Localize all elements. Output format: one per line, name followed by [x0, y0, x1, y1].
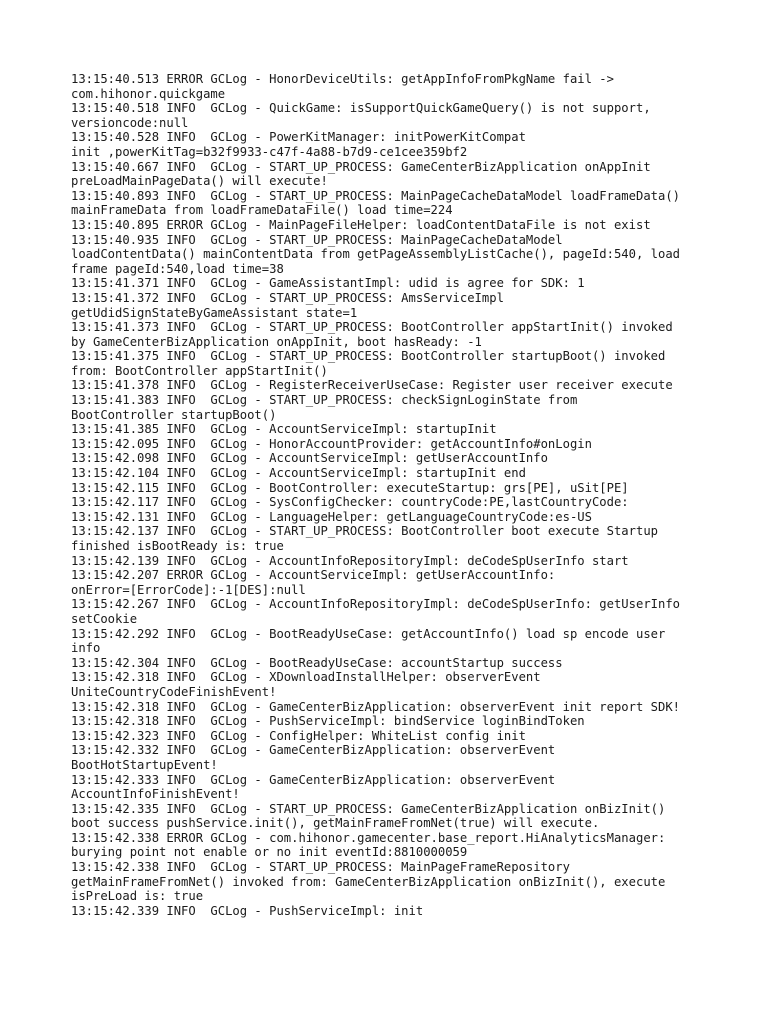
log-line: loadContentData() mainContentData from getPageAssemblyListCache(), pageId:540, load: [71, 247, 681, 262]
log-line: 13:15:40.895 ERROR GCLog - MainPageFileHelper: loadContentDataFile is not exist: [71, 217, 651, 232]
log-line: burying point not enable or no init eventId:8810000059: [71, 845, 468, 860]
log-line: 13:15:41.372 INFO GCLog - START_UP_PROCESS: AmsServiceImpl: [71, 290, 504, 305]
log-line: frame pageId:540,load time=38: [71, 261, 284, 276]
log-line: by GameCenterBizApplication onAppInit, boot hasReady: -1: [71, 334, 482, 349]
log-line: boot success pushService.init(), getMainFrameFromNet(true) will execute.: [71, 816, 600, 831]
log-line: 13:15:42.117 INFO GCLog - SysConfigChecker: countryCode:PE,lastCountryCode:: [71, 495, 629, 510]
log-line: 13:15:42.139 INFO GCLog - AccountInfoRepositoryImpl: deCodeSpUserInfo start: [71, 553, 629, 568]
log-line: 13:15:42.338 INFO GCLog - START_UP_PROCESS: MainPageFrameRepository: [71, 860, 570, 875]
log-line: 13:15:41.373 INFO GCLog - START_UP_PROCESS: BootController appStartInit() invoked: [71, 320, 673, 335]
log-line: 13:15:42.318 INFO GCLog - XDownloadInstallHelper: observerEvent: [71, 670, 541, 685]
log-line: 13:15:40.513 ERROR GCLog - HonorDeviceUtils: getAppInfoFromPkgName fail ->: [71, 72, 614, 86]
log-line: onError=[ErrorCode]:-1[DES]:null: [71, 582, 306, 597]
log-line: init ,powerKitTag=b32f9933-c47f-4a88-b7d9-ce1cee359bf2: [71, 144, 468, 159]
log-line: 13:15:40.528 INFO GCLog - PowerKitManager: initPowerKitCompat: [71, 130, 526, 145]
log-line: getUdidSignStateByGameAssistant state=1: [71, 305, 358, 320]
log-line: info: [71, 641, 101, 656]
log-line: BootHotStartupEvent!: [71, 757, 218, 772]
log-line: 13:15:42.318 INFO GCLog - GameCenterBizApplication: observerEvent init report SDK!: [71, 699, 681, 714]
log-line: 13:15:40.935 INFO GCLog - START_UP_PROCESS: MainPageCacheDataModel: [71, 232, 563, 247]
log-line: 13:15:40.518 INFO GCLog - QuickGame: isSupportQuickGameQuery() is not support,: [71, 101, 651, 116]
log-line: BootController startupBoot(): [71, 407, 277, 422]
log-line: 13:15:42.318 INFO GCLog - PushServiceImpl: bindService loginBindToken: [71, 714, 585, 729]
log-line: 13:15:41.383 INFO GCLog - START_UP_PROCESS: checkSignLoginState from: [71, 393, 578, 408]
log-line: 13:15:42.292 INFO GCLog - BootReadyUseCase: getAccountInfo() load sp encode user: [71, 626, 666, 641]
log-line: 13:15:42.098 INFO GCLog - AccountServiceImpl: getUserAccountInfo: [71, 451, 548, 466]
log-line: 13:15:42.095 INFO GCLog - HonorAccountProvider: getAccountInfo#onLogin: [71, 436, 592, 451]
log-line: 13:15:42.339 INFO GCLog - PushServiceImpl: init: [71, 903, 424, 918]
log-line: mainFrameData from loadFrameDataFile() load time=224: [71, 203, 453, 218]
log-line: 13:15:40.667 INFO GCLog - START_UP_PROCESS: GameCenterBizApplication onAppInit: [71, 159, 651, 174]
log-line: isPreLoad is: true: [71, 889, 204, 904]
log-line: 13:15:42.137 INFO GCLog - START_UP_PROCESS: BootController boot execute Startup: [71, 524, 658, 539]
log-line: 13:15:42.333 INFO GCLog - GameCenterBizApplication: observerEvent: [71, 772, 556, 787]
log-line: 13:15:41.385 INFO GCLog - AccountServiceImpl: startupInit: [71, 422, 497, 437]
log-line: 13:15:42.207 ERROR GCLog - AccountServiceImpl: getUserAccountInfo:: [71, 568, 556, 583]
log-line: 13:15:42.104 INFO GCLog - AccountServiceImpl: startupInit end: [71, 466, 526, 481]
log-line: versioncode:null: [71, 115, 189, 130]
log-line: 13:15:42.332 INFO GCLog - GameCenterBizApplication: observerEvent: [71, 743, 556, 758]
log-line: finished isBootReady is: true: [71, 539, 284, 553]
log-line: 13:15:40.893 INFO GCLog - START_UP_PROCESS: MainPageCacheDataModel loadFrameData(): [71, 188, 681, 203]
log-line: 13:15:41.375 INFO GCLog - START_UP_PROCESS: BootController startupBoot() invoked: [71, 349, 666, 364]
log-line: 13:15:42.335 INFO GCLog - START_UP_PROCESS: GameCenterBizApplication onBizInit(): [71, 801, 666, 816]
log-line: setCookie: [71, 611, 138, 626]
log-line: 13:15:41.378 INFO GCLog - RegisterReceiverUseCase: Register user receiver execute: [71, 378, 673, 393]
log-output: [71, 72, 708, 918]
log-line: 13:15:42.304 INFO GCLog - BootReadyUseCase: accountStartup success: [71, 655, 563, 670]
log-line: from: BootController appStartInit(): [71, 363, 328, 378]
log-line: UniteCountryCodeFinishEvent!: [71, 684, 277, 699]
log-line: getMainFrameFromNet() invoked from: GameCenterBizApplication onBizInit(), execute: [71, 874, 666, 889]
log-line: 13:15:42.323 INFO GCLog - ConfigHelper: WhiteList config init: [71, 728, 526, 743]
log-line: AccountInfoFinishEvent!: [71, 787, 240, 802]
log-line: preLoadMainPageData() will execute!: [71, 174, 328, 189]
log-line: 13:15:42.267 INFO GCLog - AccountInfoRepositoryImpl: deCodeSpUserInfo: getUserInfo: [71, 597, 681, 612]
log-line: 13:15:42.338 ERROR GCLog - com.hihonor.gamecenter.base_report.HiAnalyticsManager:: [71, 830, 666, 845]
log-line: 13:15:41.371 INFO GCLog - GameAssistantImpl: udid is agree for SDK: 1: [71, 276, 585, 291]
log-line: 13:15:42.131 INFO GCLog - LanguageHelper: getLanguageCountryCode:es-US: [71, 509, 592, 524]
log-line: com.hihonor.quickgame: [71, 86, 226, 101]
log-line: 13:15:42.115 INFO GCLog - BootController: executeStartup: grs[PE], uSit[PE]: [71, 480, 629, 495]
